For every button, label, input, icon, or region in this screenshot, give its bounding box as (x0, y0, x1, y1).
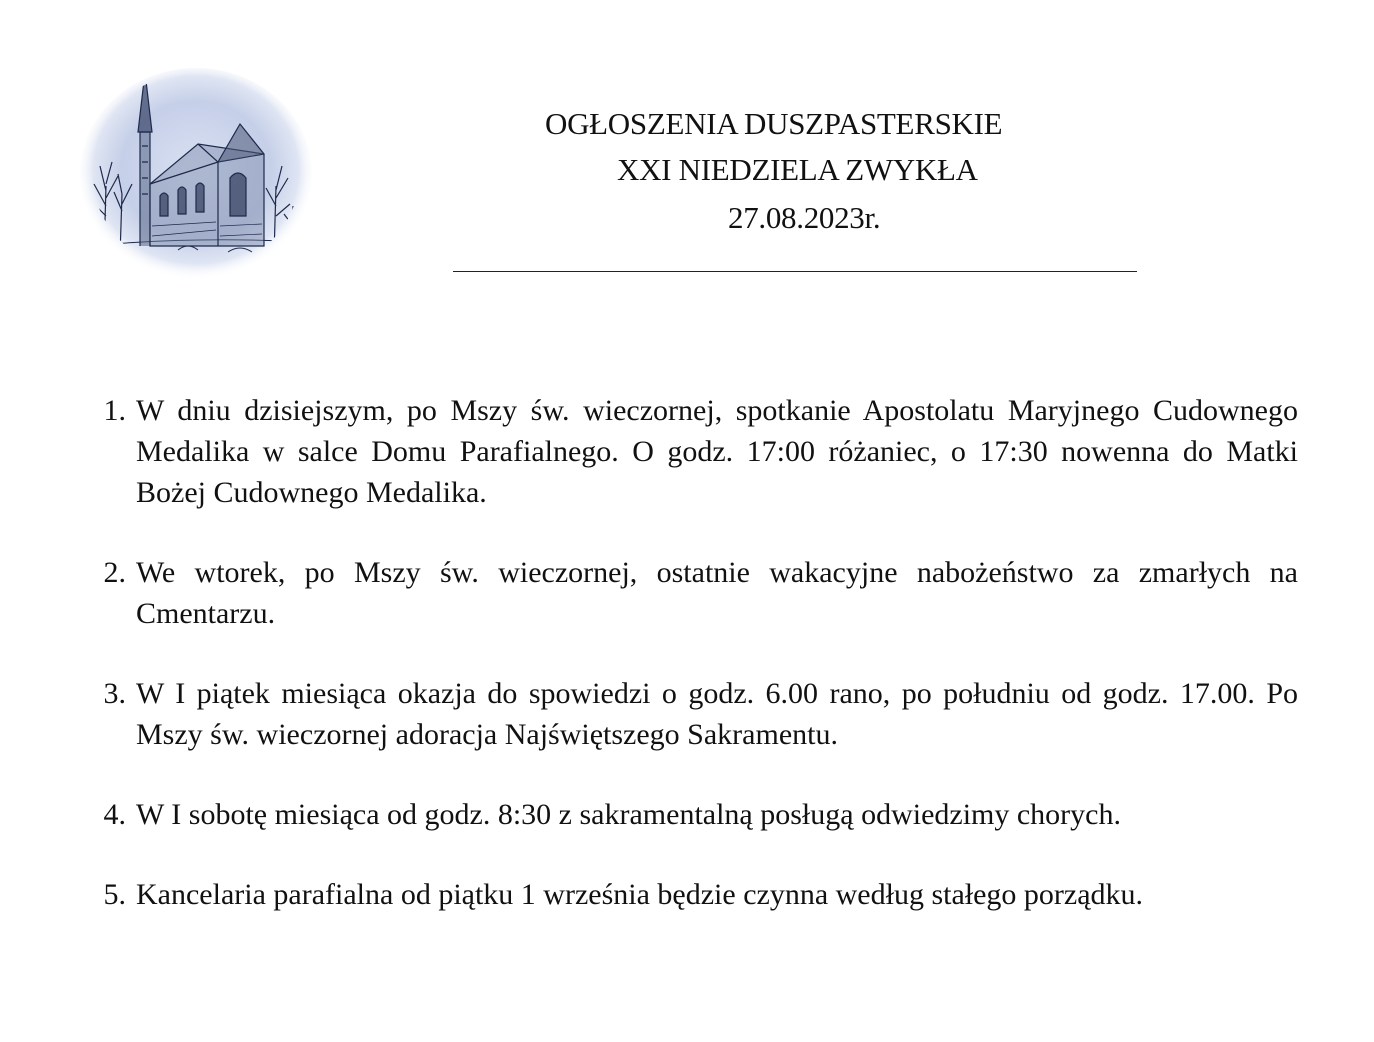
item-text: W I piątek miesiąca okazja do spowiedzi o godz. 6.00 rano, po południu od godz. 17.00. Po Mszy św. wieczornej adoracja Najświętszego Sakramentu. (136, 677, 1298, 751)
announcement-list (86, 390, 1298, 954)
item-number: 4. (103, 798, 126, 831)
list-item (86, 390, 1298, 513)
item-number: 5. (103, 878, 126, 911)
header-divider (453, 271, 1137, 272)
page-title: OGŁOSZENIA DUSZPASTERSKIE (545, 106, 1003, 141)
item-text: W I sobotę miesiąca od godz. 8:30 z sakramentalną posługą odwiedzimy chorych. (136, 798, 1121, 831)
item-text: We wtorek, po Mszy św. wieczornej, ostatnie wakacyjne nabożeństwo za zmarłych na Cmentarzu. (136, 556, 1298, 630)
item-number: 1. (103, 394, 126, 427)
list-item (86, 552, 1298, 634)
page-subtitle: XXI NIEDZIELA ZWYKŁA (617, 152, 978, 187)
list-item (86, 794, 1298, 835)
list-item (86, 874, 1298, 915)
church-logo-icon (78, 66, 314, 282)
page-date: 27.08.2023r. (728, 200, 881, 235)
item-text: W dniu dzisiejszym, po Mszy św. wieczornej, spotkanie Apostolatu Maryjnego Cudownego Medalika w salce Domu Parafialnego. O godz. 17:00 różaniec, o 17:30 nowenna do Matki Bożej Cudownego Medalika. (136, 394, 1298, 509)
list-item (86, 673, 1298, 755)
item-number: 3. (103, 677, 126, 710)
item-text: Kancelaria parafialna od piątku 1 września będzie czynna według stałego porządku. (136, 878, 1144, 911)
item-number: 2. (103, 556, 126, 589)
church-logo-drawing (78, 66, 314, 282)
